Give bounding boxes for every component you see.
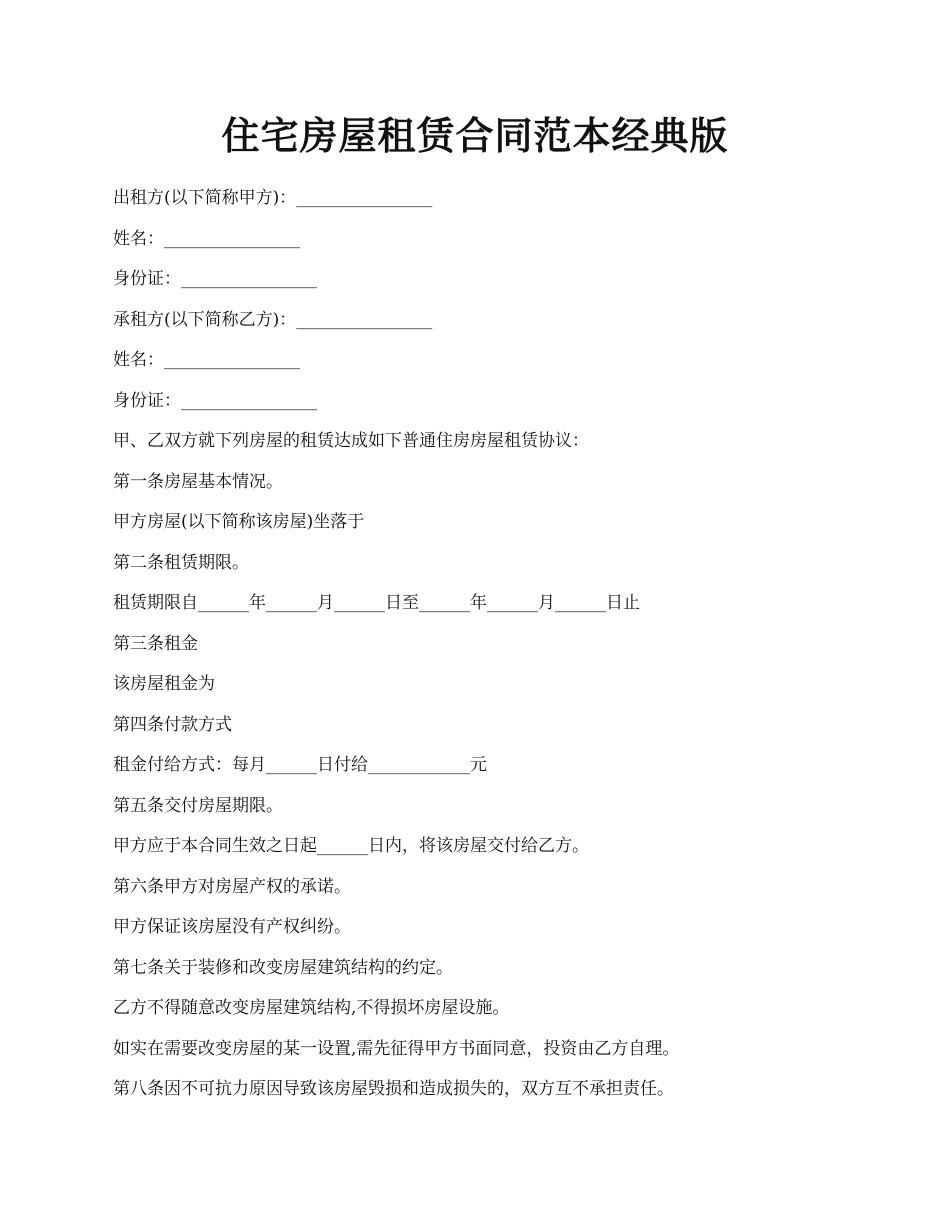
lessor-line: 出租方(以下简称甲方)：________________ (113, 188, 433, 208)
lessee-line: 承租方(以下简称乙方)：________________ (113, 309, 433, 330)
article-4-text: 租金付给方式：每月______日付给____________元 (113, 755, 487, 775)
article-1-heading: 第一条房屋基本情况。 (113, 471, 283, 492)
article-7-text-2: 如实在需要改变房屋的某一设置,需先征得甲方书面同意，投资由乙方自理。 (113, 1038, 680, 1059)
article-8-text: 第八条因不可抗力原因导致该房屋毁损和造成损失的，双方互不承担责任。 (113, 1079, 674, 1099)
article-5-heading: 第五条交付房屋期限。 (113, 795, 283, 816)
article-3-heading: 第三条租金 (113, 633, 198, 654)
article-1-text: 甲方房屋(以下简称该房屋)坐落于 (113, 512, 365, 532)
article-7-heading: 第七条关于装修和改变房屋建筑结构的约定。 (113, 957, 453, 978)
article-4-heading: 第四条付款方式 (113, 714, 232, 735)
article-6-heading: 第六条甲方对房屋产权的承诺。 (113, 876, 351, 897)
article-2-text: 租赁期限自______年______月______日至______年______月______日止 (113, 593, 640, 613)
agreement-intro: 甲、乙双方就下列房屋的租赁达成如下普通住房房屋租赁协议： (113, 431, 589, 451)
article-6-text: 甲方保证该房屋没有产权纠纷。 (113, 917, 351, 937)
document-body (113, 178, 873, 1110)
article-2-heading: 第二条租赁期限。 (113, 552, 249, 573)
document-title: 住宅房屋租赁合同范本经典版 (221, 113, 729, 158)
lessee-id-line: 身份证：________________ (113, 390, 317, 411)
lessee-name-line: 姓名：________________ (113, 350, 300, 370)
article-7-text-1: 乙方不得随意改变房屋建筑结构,不得损坏房屋设施。 (113, 998, 510, 1018)
lessor-id-line: 身份证：________________ (113, 269, 317, 289)
article-5-text: 甲方应于本合同生效之日起______日内，将该房屋交付给乙方。 (113, 836, 589, 856)
article-3-text: 该房屋租金为 (113, 674, 215, 694)
lessor-name-line: 姓名：________________ (113, 228, 300, 249)
